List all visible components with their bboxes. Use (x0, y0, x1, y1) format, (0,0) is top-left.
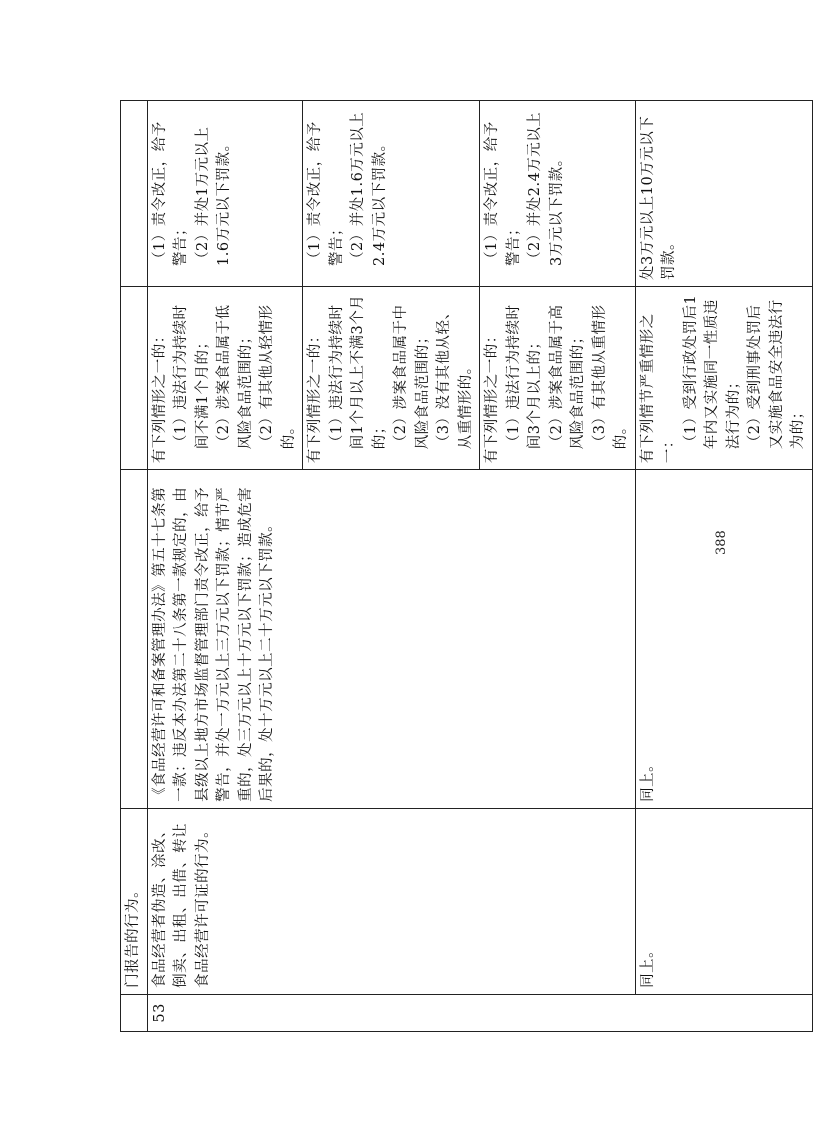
standard-item: （1）责令改正，给予警告； (484, 121, 522, 266)
condition-item: （2）受到刑事处罚后又实施食品安全违法行为的； (747, 299, 806, 450)
condition-cell-empty (121, 286, 148, 469)
condition-cell-general (303, 286, 480, 469)
penalty-table (120, 100, 813, 1032)
number-cell-empty (121, 994, 148, 1031)
condition-item: （2）有其他从轻情形的。 (259, 304, 297, 450)
condition-item: （1）受到行政处罚后1年内又实施同一性质违法行为的； (682, 294, 742, 450)
condition-cell-light (147, 286, 303, 469)
table-row-light (147, 101, 303, 1032)
act-cell-continuation (121, 808, 148, 994)
condition-item: （2）涉案食品属于高风险食品范围的； (548, 304, 586, 450)
standard-cell-light (147, 101, 303, 287)
standard-item: （2）并处1万元以上1.6万元以下罚款。 (194, 126, 232, 266)
standard-cell-heavy (480, 101, 636, 287)
condition-item: （1）违法行为持续时间1个月以上不满3个月的； (328, 294, 388, 450)
condition-cell-severe (635, 286, 812, 469)
page-number: 388 (714, 530, 729, 555)
condition-item: （2）涉案食品属于低风险食品范围的； (216, 304, 254, 450)
standard-cell-empty (121, 101, 148, 287)
act-cell (147, 808, 635, 994)
basis-cell (147, 470, 635, 809)
basis-cell-severe (635, 470, 812, 809)
condition-heading: 有下列情形之一的： (307, 328, 323, 464)
condition-item: （1）违法行为持续时间3个月以上的； (505, 304, 543, 450)
standard-item: （2）并处1.6万元以上2.4万元以下罚款。 (350, 111, 388, 266)
condition-item: （3）有其他从重情形的。 (591, 304, 629, 450)
entry-number: 53 (151, 1003, 168, 1023)
standard-item: （2）并处2.4万元以上3万元以下罚款。 (527, 111, 565, 266)
basis-text: 《食品经营许可和备案管理办法》第五十七条第一款：违反本办法第二十八条第一款规定的，由县级以上地方市场监督管理部门责令改正，给予警告，并处一万元以上三万元以下罚款；情节严重的，处三万元以上十万元以下罚款；造成危害后果的，处十万元以上二十万元以下罚款。 (151, 486, 275, 802)
condition-cell-heavy (480, 286, 636, 469)
condition-heading: 有下列情形之一的： (151, 328, 168, 464)
table-row-severe (635, 101, 812, 1032)
act-continuation-text: 门报告的行为。 (125, 882, 141, 988)
standard-cell-general (303, 101, 480, 287)
act-same-text: 同上。 (639, 942, 656, 988)
standard-cell-severe (635, 101, 812, 287)
standard-item: （1）责令改正，给予警告； (307, 121, 345, 266)
condition-item: （1）违法行为持续时间不满1个月的； (173, 304, 211, 450)
act-text: 食品经营者伪造、涂改、倒卖、出租、出借、转让食品经营许可证的行为。 (151, 822, 211, 988)
condition-heading: 有下列情节严重情形之一： (639, 313, 677, 464)
condition-heading: 有下列情形之一的： (484, 328, 500, 464)
basis-same-text: 同上。 (639, 756, 656, 802)
standard-text: 处3万元以上10万元以下罚款。 (639, 115, 677, 280)
standard-item: （1）责令改正，给予警告； (151, 121, 189, 266)
table-row-continuation (121, 101, 148, 1032)
act-cell-severe (635, 808, 812, 994)
number-cell (147, 994, 812, 1031)
basis-cell-empty (121, 470, 148, 809)
condition-item: （2）涉案食品属于中风险食品范围的； (393, 304, 431, 450)
condition-item: （3）没有其他从轻、从重情形的。 (436, 304, 474, 450)
